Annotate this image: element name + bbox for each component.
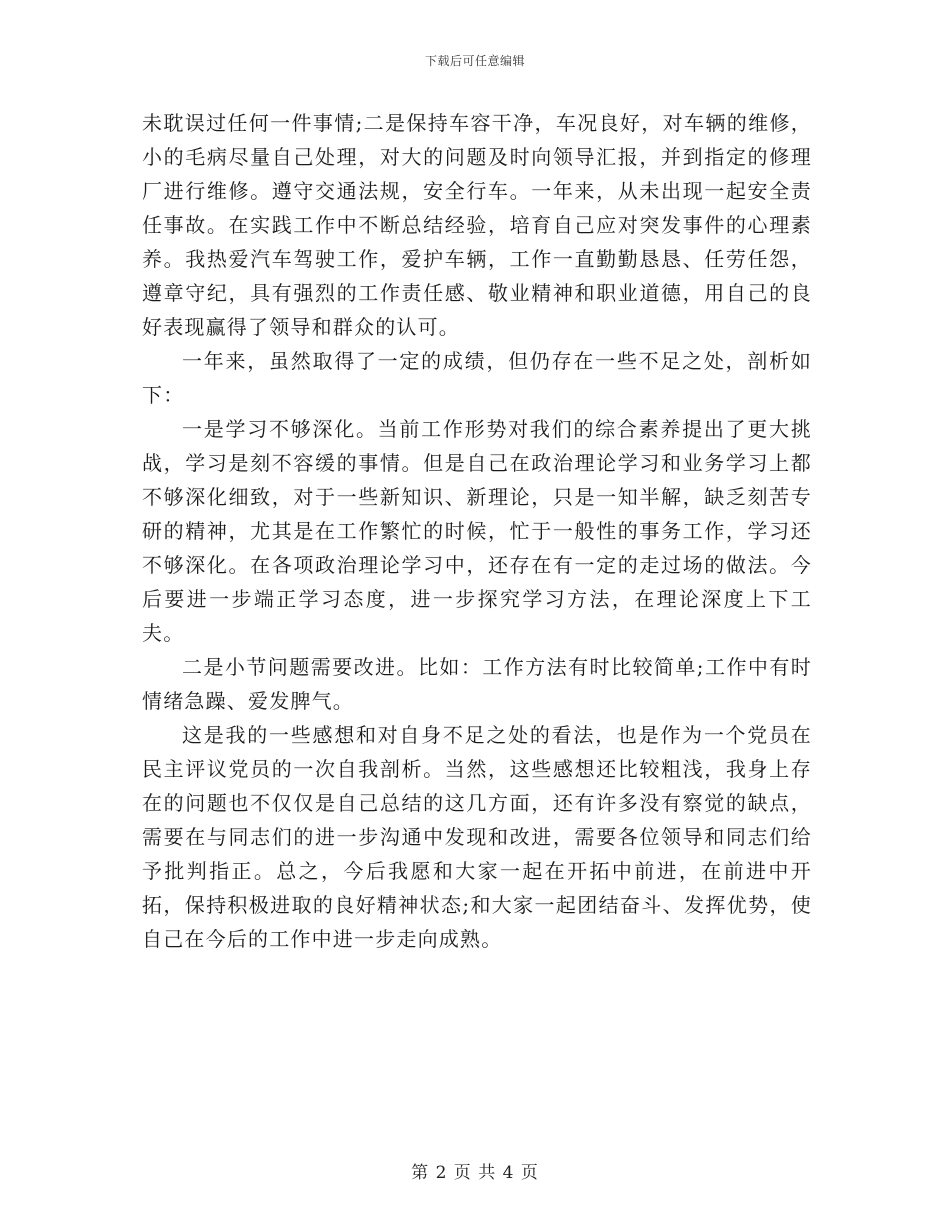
paragraph-continuation: 未耽误过任何一件事情;二是保持车容干净，车况良好，对车辆的维修，小的毛病尽量自己处理，对大的问题及时向领导汇报，并到指定的修理厂进行维修。遵守交通法规，安全行车。一年来，从未出现一起安全责任事故。在实践工作中不断总结经验，培育自己应对突发事件的心理素养。我热爱汽车驾驶工作，爱护车辆，工作一直勤勤恳恳、任劳任怨，遵章守纪，具有强烈的工作责任感、敬业精神和职业道德，用自己的良好表现赢得了领导和群众的认可。 [142, 111, 812, 339]
document-body [142, 106, 812, 956]
paragraph-shortcomings-intro: 一年来，虽然取得了一定的成绩，但仍存在一些不足之处，剖析如下： [142, 349, 812, 407]
paragraph-conclusion: 这是我的一些感想和对自身不足之处的看法，也是作为一个党员在民主评议党员的一次自我剖析。当然，这些感想还比较粗浅，我身上存在的问题也不仅仅是自己总结的这几方面，还有许多没有察觉的缺点，需要在与同志们的进一步沟通中发现和改进，需要各位领导和同志们给予批判指正。总之，今后我愿和大家一起在开拓中前进，在前进中开拓，保持积极进取的良好精神状态;和大家一起团结奋斗、发挥优势，使自己在今后的工作中进一步走向成熟。 [142, 723, 812, 951]
paragraph-details-issue: 二是小节问题需要改进。比如：工作方法有时比较简单;工作中有时情绪急躁、爱发脾气。 [142, 655, 812, 713]
paragraph-study-issue: 一是学习不够深化。当前工作形势对我们的综合素养提出了更大挑战，学习是刻不容缓的事情。但是自己在政治理论学习和业务学习上都不够深化细致，对于一些新知识、新理论，只是一知半解，缺乏刻苦专研的精神，尤其是在工作繁忙的时候，忙于一般性的事务工作，学习还不够深化。在各项政治理论学习中，还存在有一定的走过场的做法。今后要进一步端正学习态度，进一步探究学习方法，在理论深度上下工夫。 [142, 417, 812, 645]
page-header: 下载后可任意编辑 [424, 54, 525, 68]
page-number: 第 2 页 共 4 页 [411, 1163, 539, 1183]
